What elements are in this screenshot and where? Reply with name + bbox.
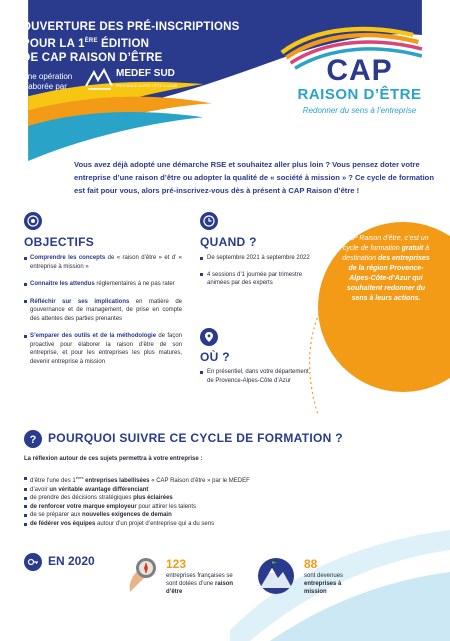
item-text: en matière de gouvernance et de management, de prise en compte des attentes des parties prenantes — [30, 298, 183, 322]
item-bold: un véritable avantage différenciant — [49, 486, 149, 493]
item-pre: de prendre des décisions stratégiques — [30, 495, 134, 502]
item-post: « CAP Raison d’être » par le MEDEF — [149, 478, 250, 484]
callout-part-2: à destination — [342, 245, 430, 262]
item-bold: de renforcer votre marque employeur — [30, 503, 137, 510]
stat-1-bold: raison d’être — [166, 581, 234, 595]
mountain-icon — [256, 556, 296, 596]
list-item — [24, 298, 182, 324]
medef-mark-icon — [84, 68, 114, 92]
title-line-2-start: POUR LA 1 — [22, 37, 85, 50]
target-icon — [24, 212, 42, 230]
list-item — [24, 332, 182, 366]
dotted-arc — [300, 300, 330, 420]
quand-title: QUAND ? — [200, 235, 257, 249]
title-line-2 — [22, 34, 262, 51]
item-bold: de fédérer vos équipes — [30, 520, 96, 527]
stat-2-number: 88 — [304, 557, 318, 571]
pourquoi-lead: La réflexion autour de ces sujets permettra à votre entreprise : — [24, 456, 203, 462]
stat-2-label: sont devenues — [304, 573, 344, 579]
medef-logo — [84, 68, 177, 92]
item-text: de façon proactive pour élaborer la raison d’être de son entreprise, et pour les entreprises les plus matures, devenir entreprise à mission — [30, 333, 182, 365]
logo-tagline: Redonner du sens à l’entreprise — [302, 106, 417, 115]
item-text: de « raison d’être » et d’ « entreprise à mission » — [30, 255, 182, 270]
logo-title: CAP — [326, 54, 393, 87]
item-pre: de se préparer aux — [30, 512, 83, 519]
ou-list — [200, 368, 310, 385]
callout-bold-2: des entreprises de la région Provence-Alpes-Côte-d’Azur qui souhaitent redonner du sens à leurs actions. — [346, 255, 430, 302]
objectifs-title: OBJECTIFS — [24, 235, 95, 249]
title-line-2-end: ÉDITION — [97, 37, 150, 50]
item-bold: Réfléchir sur ses implications — [30, 298, 130, 305]
stat-2-text — [304, 572, 364, 596]
header-title — [22, 20, 262, 65]
item-pre: d’avoir — [30, 486, 50, 493]
compass-icon — [126, 552, 160, 596]
list-item: 4 sessions d’1 journée par trimestre animées par des experts — [200, 271, 310, 288]
item-post: autour d’un projet d’entreprise qui a du sens — [95, 520, 215, 527]
list-item — [24, 486, 344, 495]
item-post: pour attirer les talents — [136, 503, 197, 510]
operation-label: Une opération élaborée par — [22, 72, 73, 91]
list-item: En présentiel, dans votre département de Provence-Alpes-Côte d’Azur — [200, 368, 310, 385]
item-pre: d’être l’une des 1 — [30, 478, 76, 484]
stats-title: EN 2020 — [48, 554, 95, 568]
quand-list — [200, 254, 310, 296]
item-bold: Connaître les attendus — [30, 281, 95, 287]
pourquoi-title: POURQUOI SUIVRE CE CYCLE DE FORMATION ? — [48, 431, 343, 445]
objectifs-list — [24, 254, 182, 375]
ou-title: OÙ ? — [200, 350, 230, 364]
item-bold: nouvelles exigences de demain — [82, 512, 172, 519]
medef-name: MEDEF SUD — [116, 68, 175, 79]
question-icon — [24, 430, 42, 448]
list-item — [24, 494, 344, 503]
callout-text — [340, 234, 432, 304]
title-line-3: DE CAP RAISON D’ÊTRE — [22, 51, 163, 64]
location-pin-icon — [200, 328, 218, 346]
key-icon — [24, 553, 42, 571]
item-text: réglementaires à ne pas rater — [94, 281, 175, 287]
list-item — [24, 280, 182, 289]
svg-text:?: ? — [29, 434, 37, 446]
logo-subtitle: RAISON D’ÊTRE — [297, 86, 422, 103]
callout-part-1: CAP Raison d’être, c’est un cycle de formation — [342, 235, 429, 252]
intro-paragraph: Vous avez déjà adopté une démarche RSE et souhaitez aller plus loin ? Vous pensez doter votre entreprise d’une raison d’être ou adopter la qualité de « société à mission » ? Ce cycle de formation est fait pour vous, alors pré-inscrivez-vous dès à présent à CAP Raison d’être ! — [74, 160, 434, 195]
stat-1-number: 123 — [166, 557, 187, 571]
stat-1-label: entreprises françaises se sont dotées d’une — [166, 573, 233, 587]
item-bold: S’emparer des outils et de la méthodologie — [30, 333, 157, 339]
stat-1-text — [166, 572, 242, 596]
item-sup: ères — [75, 475, 84, 480]
item-bold: entreprises labellisées — [83, 478, 150, 484]
cap-raison-detre-logo — [282, 56, 437, 115]
title-line-2-sup: ÈRE — [84, 38, 98, 44]
stat-2-bold: entreprises à mission — [304, 581, 342, 595]
item-bold: Comprendre les concepts — [30, 255, 106, 261]
item-bold: plus éclairées — [133, 495, 173, 502]
list-item: De septembre 2021 à septembre 2022 — [200, 254, 310, 263]
callout-bold-1: gratuit — [401, 245, 424, 252]
clock-icon — [200, 212, 218, 230]
title-line-1: OUVERTURE DES PRÉ-INSCRIPTIONS — [22, 21, 240, 33]
medef-subtitle: PROVENCE ALPES CÔTE D’AZUR — [116, 84, 178, 88]
list-item — [24, 474, 344, 486]
medef-text — [116, 69, 177, 91]
list-item — [24, 254, 182, 271]
